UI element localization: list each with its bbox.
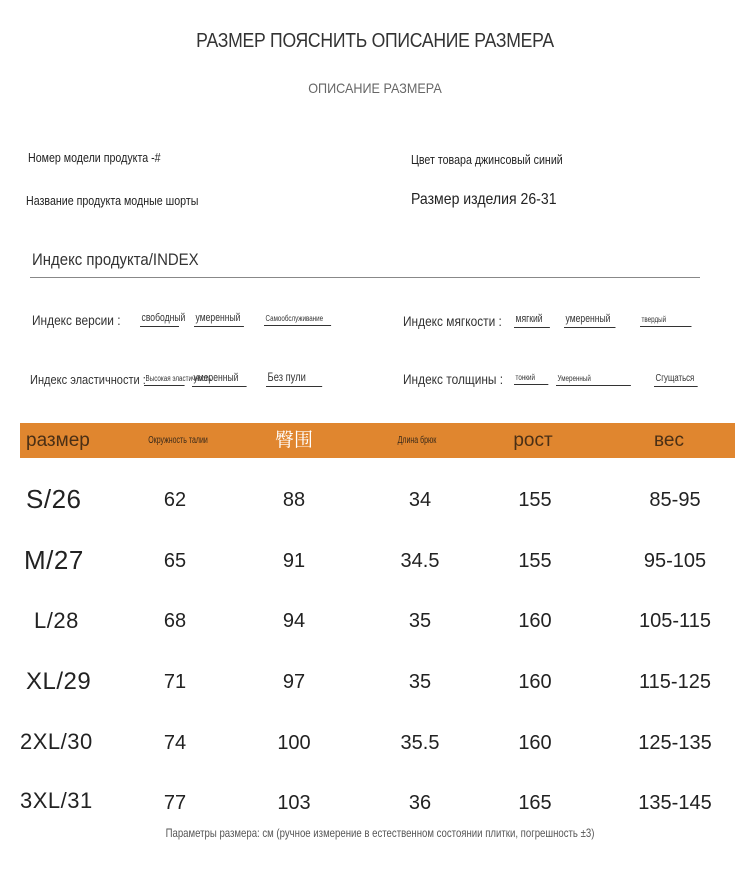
row-length: 35.5 [400, 732, 440, 754]
softness-option-1: мягкий [514, 313, 550, 328]
row-weight: 105-115 [639, 610, 711, 632]
softness-option-3: твердый [640, 315, 691, 327]
header-waist: Окружность талии [148, 435, 208, 446]
row-hip: 97 [282, 671, 306, 693]
version-index-label: Индекс версии : [32, 312, 121, 328]
row-hip: 88 [282, 489, 306, 511]
version-option-2: умеренный [194, 312, 244, 327]
thickness-option-1: тонкий [514, 373, 548, 385]
row-size: M/27 [24, 545, 84, 575]
row-waist: 65 [163, 550, 187, 572]
row-weight: 125-135 [638, 732, 712, 754]
row-length: 35 [408, 610, 432, 632]
row-weight: 85-95 [649, 489, 701, 511]
table-header [20, 423, 735, 458]
page-title: РАЗМЕР ПОЯСНИТЬ ОПИСАНИЕ РАЗМЕРА [196, 30, 554, 52]
row-length: 35 [408, 671, 432, 693]
row-size: XL/29 [26, 668, 92, 695]
row-hip: 91 [282, 550, 306, 572]
row-waist: 74 [163, 732, 187, 754]
softness-index-label: Индекс мягкости : [403, 313, 502, 329]
header-height: рост [513, 430, 553, 451]
row-waist: 71 [163, 671, 187, 693]
thickness-index-label: Индекс толщины : [403, 371, 504, 387]
row-size: L/28 [34, 608, 79, 633]
header-size: размер [26, 430, 90, 451]
index-title: Индекс продукта/INDEX [32, 250, 199, 269]
row-length: 36 [408, 792, 432, 814]
thickness-option-2: Умеренный [556, 374, 631, 386]
header-hip: 臀围 [274, 429, 313, 451]
elasticity-option-1: Высокая эластичность [144, 374, 185, 386]
row-waist: 62 [163, 489, 187, 511]
row-waist: 77 [163, 792, 187, 814]
index-divider [30, 277, 700, 278]
elasticity-option-3: Без пули [266, 370, 322, 387]
row-hip: 94 [282, 610, 306, 632]
row-size: S/26 [26, 484, 82, 514]
row-height: 160 [518, 732, 552, 754]
header-length: Длина брюк [397, 435, 437, 446]
row-size: 2XL/30 [20, 729, 93, 754]
row-height: 165 [518, 792, 552, 814]
elasticity-index-label: Индекс эластичности : [30, 372, 146, 387]
row-height: 160 [518, 671, 552, 693]
product-size-range: Размер изделия 26-31 [411, 191, 557, 208]
product-name: Название продукта модные шорты [26, 193, 199, 208]
row-weight: 135-145 [638, 792, 712, 814]
version-option-1: свободный [140, 312, 179, 327]
row-height: 160 [518, 610, 552, 632]
row-weight: 95-105 [643, 550, 707, 572]
row-weight: 115-125 [639, 671, 711, 693]
row-size: 3XL/31 [20, 788, 93, 813]
row-waist: 68 [163, 610, 187, 632]
row-hip: 100 [277, 732, 311, 754]
product-color: Цвет товара джинсовый синий [411, 152, 563, 167]
row-length: 34.5 [400, 550, 440, 572]
header-weight: вес [654, 430, 684, 451]
row-hip: 103 [277, 792, 311, 814]
row-length: 34 [408, 489, 432, 511]
elasticity-option-2: умеренный [192, 372, 247, 387]
version-option-3: Самообслуживание [264, 314, 331, 326]
page-subtitle: ОПИСАНИЕ РАЗМЕРА [308, 80, 442, 96]
row-height: 155 [518, 550, 552, 572]
thickness-option-3: Сгущаться [654, 373, 698, 387]
row-height: 155 [518, 489, 552, 511]
softness-option-2: умеренный [564, 313, 615, 328]
model-number: Номер модели продукта -# [28, 150, 161, 165]
footnote: Параметры размера: см (ручное измерение в естественном состоянии плитки, погрешность ±3) [165, 826, 595, 840]
